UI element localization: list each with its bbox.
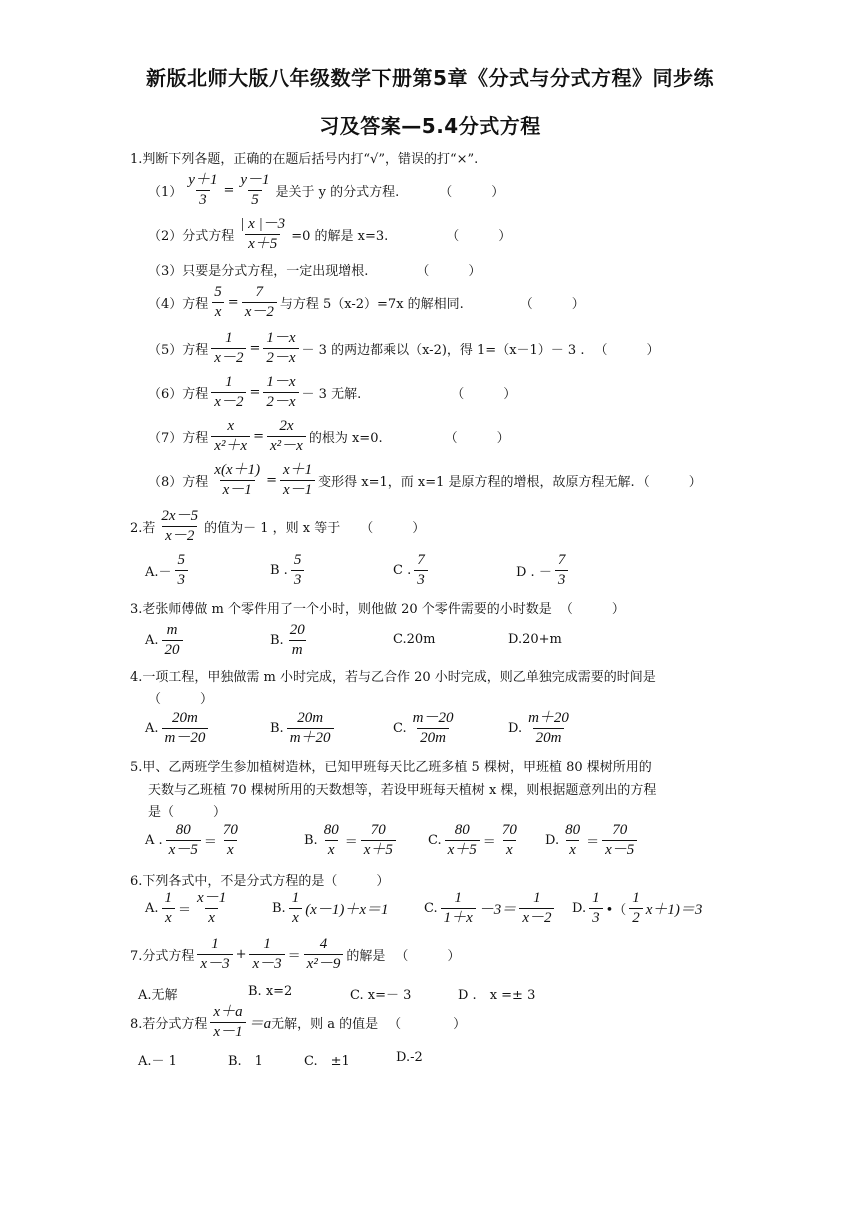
q6-option-d: D. $\frac{1}{3}$ •（ $\frac{1}{2}$ x＋1)＝3 [572, 890, 703, 927]
q1-1-frac-left: $\frac{y+1}{3}$ [188, 172, 218, 209]
q1-2-prefix: （2）分式方程 [148, 229, 235, 245]
q8-prefix: 8.若分式方程 [130, 1017, 208, 1033]
equals-sign: = [266, 473, 277, 489]
q2-option-a: A.－ $\frac{5}{3}$ [145, 552, 191, 590]
q7-option-b: B. x=2 [248, 984, 293, 999]
q5-option-b: B. $\frac{80}{x}$ ＝ $\frac{70}{x+5}$ [304, 822, 399, 860]
q8-option-a: A.－ 1 [138, 1054, 177, 1069]
q7-option-d: D . x =± 3 [458, 988, 536, 1003]
equals-sign: = [227, 295, 239, 311]
equals-sign: ＝ [287, 949, 301, 965]
q5-stem-line-2: 天数与乙班植 70 棵树所用的天数想等，若设甲班每天植树 x 棵，则根据题意列出的方程 [148, 783, 657, 798]
q7-prefix: 7.分式方程 [130, 949, 195, 965]
q1-6-frac-right: $\frac{1-x}{2-x}$ [263, 374, 298, 412]
q1-7-text: 的根为 x=0. [308, 431, 383, 447]
q4-option-a: A. $\frac{20m}{m-20}$ [145, 710, 211, 748]
q3-option-c: C.20m [393, 632, 436, 647]
q8-option-c: C. ±1 [304, 1054, 350, 1069]
q1-4-frac-right: $\frac{7}{x-2}$ [242, 284, 277, 322]
q5-stem-line-1: 5.甲、乙两班学生参加植树造林，已知甲班每天比乙班多植 5 棵树，甲班植 80 棵树所用的 [130, 760, 652, 775]
q1-2-text: =0 的解是 x=3. [291, 229, 389, 245]
q8-option-d: D.-2 [396, 1050, 423, 1065]
q6-option-b: B. $\frac{1}{x}$ (x－1)＋x＝1 [272, 890, 389, 927]
q1-7-frac-right: $\frac{2x}{\text{x²－x}}$ [267, 418, 306, 456]
q1-item-6 [148, 374, 516, 412]
q2-option-c: C . $\frac{7}{3}$ [393, 552, 431, 590]
q3-text: 3.老张师傅做 m 个零件用了一个小时，则他做 20 个零件需要的小时数是 [130, 602, 552, 617]
q7-frac-1: $\frac{1}{x-3}$ [197, 936, 232, 974]
q4-option-c: C. $\frac{m-20}{20m}$ [393, 710, 454, 747]
q1-5-frac-left: $\frac{1}{x-2}$ [211, 330, 246, 368]
q1-7-prefix: （7）方程 [148, 431, 209, 447]
answer-blank: （ ） [451, 387, 517, 403]
q1-3-text: （3）只要是分式方程，一定出现增根. [148, 264, 369, 279]
q8-option-b: B. 1 [228, 1054, 263, 1069]
equals-sign: = [249, 385, 261, 401]
answer-blank: （ ） [360, 521, 426, 537]
q2-option-d: D . － $\frac{7}{3}$ [516, 552, 571, 590]
answer-blank: （ ） [395, 949, 461, 965]
equals-sign: = [253, 429, 265, 445]
q7-option-c: C. x=－ 3 [350, 988, 412, 1003]
q3-option-b: B. $\frac{20}{m}$ [270, 622, 305, 659]
q6-option-c: C. $\frac{1}{1+x}$ －3＝ $\frac{1}{x-2}$ [424, 890, 557, 928]
q1-5-frac-right: $\frac{1-x}{2-x}$ [263, 330, 298, 368]
q4-option-d: D. $\frac{m+20}{20m}$ [508, 710, 569, 747]
q4-option-b: B. $\frac{20m}{m+20}$ [270, 710, 337, 748]
q1-4-text: 与方程 5（x-2）=7x 的解相同. [279, 297, 464, 313]
q1-item-7 [148, 418, 510, 456]
q8-frac: $\frac{x+a}{x-1}$ [210, 1004, 245, 1042]
q1-stem: 1.判断下列各题，正确的在题后括号内打“√”，错误的打“×”. [130, 152, 479, 167]
q5-option-a: A . $\frac{80}{x-5}$ ＝ $\frac{70}{x}$ [145, 822, 238, 859]
answer-blank: （ ） [416, 264, 482, 279]
q4-stem: 4.一项工程，甲独做需 m 小时完成，若与乙合作 20 小时完成，则乙单独完成需要的时间是 [130, 670, 656, 685]
q7-frac-2: $\frac{1}{x-3}$ [249, 936, 284, 974]
q7-option-a: A.无解 [138, 988, 178, 1003]
answer-blank: （ ） [388, 1017, 467, 1033]
q1-item-3 [148, 260, 481, 279]
equals-sign: = [249, 341, 261, 357]
q2-text: 的值为－ 1 ，则 x 等于 [204, 521, 341, 537]
doc-title-line-1: 新版北师大版八年级数学下册第5章《分式与分式方程》同步练 [146, 66, 714, 90]
q1-1-text: 是关于 y 的分式方程. [275, 185, 400, 201]
q6-option-a: A. $\frac{1}{x}$ ＝ $\frac{x-1}{x}$ [145, 890, 227, 927]
answer-blank: （ ） [519, 297, 585, 313]
q8-text: 无解，则 a 的值是 [271, 1017, 379, 1033]
q1-7-frac-left: $\frac{x}{\text{x²＋x}}$ [211, 418, 250, 456]
q1-item-2 [148, 216, 511, 254]
q5-option-c: C. $\frac{80}{x+5}$ ＝ $\frac{70}{x}$ [428, 822, 517, 859]
q1-2-frac: $\frac{| x |-3}{x+5}$ [240, 216, 286, 253]
answer-blank: （ ） [446, 229, 512, 245]
answer-blank: （ ） [636, 475, 702, 491]
q2-stem [130, 508, 425, 546]
q8-equation-rhs: ＝a [248, 1016, 272, 1033]
q7-frac-3: $\frac{4}{\text{x²－9}}$ [304, 936, 344, 974]
q5-stem-line-3: 是（ ） [148, 805, 227, 820]
q1-item-1 [148, 172, 504, 210]
q2-prefix: 2.若 [130, 521, 156, 537]
q1-4-prefix: （4）方程 [148, 297, 209, 313]
answer-blank: （ ） [594, 343, 660, 359]
q5-option-d: D. $\frac{80}{x}$ ＝ $\frac{70}{x-5}$ [545, 822, 640, 860]
q7-text: 的解是 [346, 949, 386, 965]
q1-5-prefix: （5）方程 [148, 343, 209, 359]
q8-stem [130, 1004, 466, 1042]
answer-blank: （ ） [559, 602, 625, 617]
doc-title-line-2: 习及答案—5.4分式方程 [319, 114, 541, 138]
q7-stem [130, 936, 460, 974]
q1-6-text: － 3 无解. [301, 387, 362, 403]
q3-option-d: D.20+m [508, 632, 562, 647]
equals-sign: = [223, 183, 235, 199]
q1-item-4 [148, 284, 585, 322]
q2-option-b: B . $\frac{5}{3}$ [270, 552, 307, 590]
q3-stem [130, 598, 625, 617]
answer-blank: （ ） [439, 185, 505, 201]
q1-1-frac-right: $\frac{y-1}{5}$ [240, 172, 270, 209]
q1-8-frac-left: $\frac{x(x+1)}{x-1}$ [214, 462, 261, 499]
q6-stem: 6.下列各式中，不是分式方程的是（ ） [130, 874, 390, 889]
answer-blank: （ ） [148, 692, 214, 707]
q1-1-prefix: （1） [148, 185, 183, 201]
q1-8-prefix: （8）方程 [148, 475, 209, 491]
q1-6-prefix: （6）方程 [148, 387, 209, 403]
q1-item-5 [148, 330, 660, 368]
plus-sign: + [235, 947, 247, 963]
q2-frac: $\frac{2x-5}{x-2}$ [161, 508, 199, 545]
q1-6-frac-left: $\frac{1}{x-2}$ [211, 374, 246, 412]
answer-blank: （ ） [444, 431, 510, 447]
q1-8-text: 变形得 x=1，而 x=1 是原方程的增根，故原方程无解. [318, 475, 635, 491]
q1-5-text: － 3 的两边都乘以（x-2)，得 1=（x－1）－ 3 . [301, 343, 585, 359]
q1-item-8 [148, 462, 702, 500]
q1-8-frac-right: $\frac{x+1}{x-1}$ [280, 462, 315, 500]
q3-option-a: A. $\frac{m}{20}$ [145, 622, 186, 660]
q1-4-frac-left: $\frac{5}{x}$ [211, 284, 225, 322]
